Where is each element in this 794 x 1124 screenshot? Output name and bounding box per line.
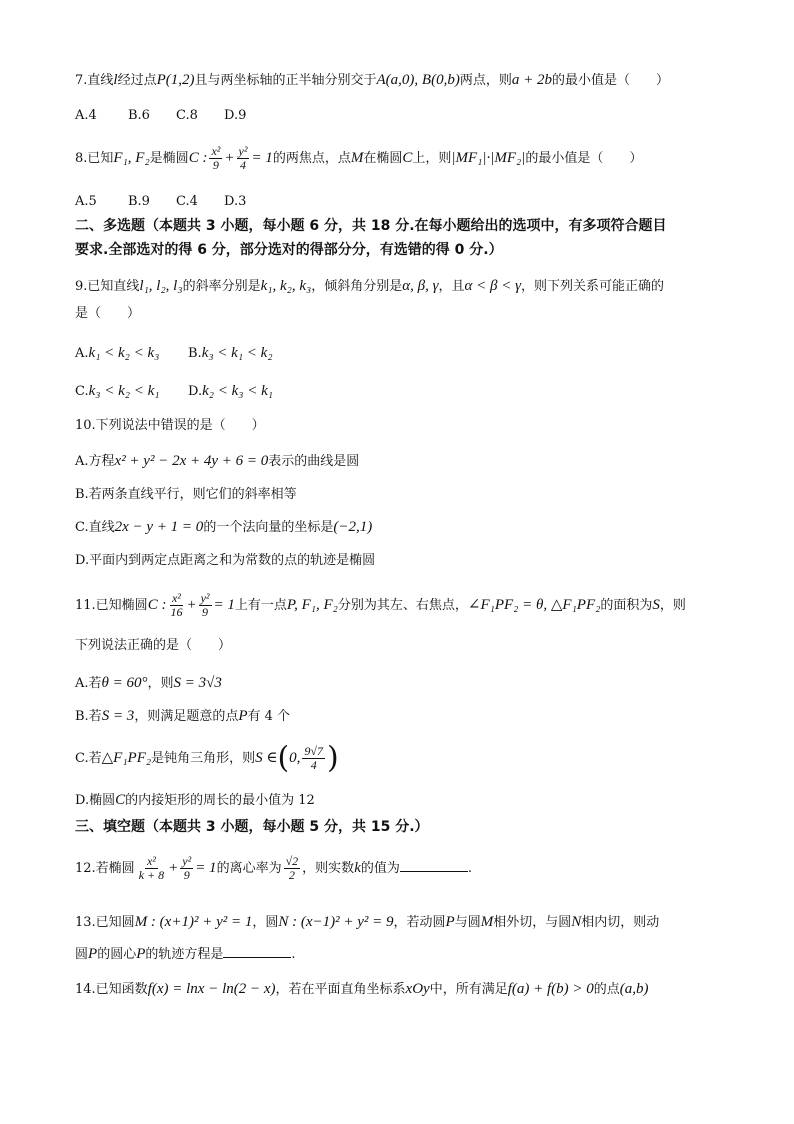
question-10-option-d: D.平面内到两定点距离之和为常数的点的轨迹是椭圆 — [75, 553, 376, 568]
question-12-stem: 12.若椭圆 $\frac{\text{x²}}{k + 8}$ + $\frac{\text{y²}}{9}$ = 1的离心率为 $\frac{√2}{2}$ ，则实数k的值为 . — [75, 854, 473, 882]
fraction-9root7-4: $\frac{9√7}{4}$ — [304, 744, 324, 772]
option-d: D.3 — [224, 194, 247, 209]
option-b: B.6 — [128, 108, 150, 123]
question-11-option-b: B.若S = 3，则满足题意的点P有 4 个 — [75, 708, 291, 724]
option-c: C.4 — [176, 194, 198, 209]
question-11-option-c: C.若△F₁PF₂是钝角三角形，则S ∈(0, $\frac{9√7}{4}$ ) — [75, 740, 339, 776]
option-c: C.k₃ < k₂ < k₁ — [75, 383, 160, 399]
option-a: A.5 — [75, 194, 97, 209]
question-13-stem: 13.已知圆M : (x+1)² + y² = 1，圆N : (x−1)² + y² = 9，若动圆P与圆M相外切，与圆N相内切，则动 — [75, 914, 660, 930]
question-9-stem: 9.已知直线l₁, l₂, l₃的斜率分别是k₁, k₂, k₃，倾斜角分别是α, β, γ，且α < β < γ，则下列关系可能正确的 — [75, 278, 665, 294]
question-9-options-ab — [75, 343, 739, 364]
fraction-y2-9: $\frac{\text{y²}}{9}$ — [200, 591, 210, 619]
fraction-x2-9: $\frac{\text{x²}}{9}$ — [211, 144, 221, 172]
question-10-option-b: B.若两条直线平行，则它们的斜率相等 — [75, 487, 297, 502]
question-11-stem: 11.已知椭圆C : $\frac{\text{x²}}{16}$ + $\frac{\text{y²}}{9}$ = 1上有一点P, F₁, F₂分别为其左、右焦点，∠F₁PF₂ = θ, △F₁PF₂的面积为S，则 — [75, 591, 686, 619]
option-a: A.k₁ < k₂ < k₃ — [75, 345, 160, 361]
question-14-stem: 14.已知函数f(x) = lnx − ln(2 − x)，若在平面直角坐标系xOy中，所有满足f(a) + f(b) > 0的点(a,b) — [75, 981, 649, 997]
section-3-heading: 三、填空题（本题共 3 小题，每小题 5 分，共 15 分.） — [75, 819, 429, 835]
option-b: B.k₃ < k₁ < k₂ — [188, 345, 273, 361]
question-8-options — [75, 192, 739, 212]
fraction-x2-k8: $\frac{\text{x²}}{k + 8}$ — [138, 854, 165, 882]
question-11-stem-cont: 下列说法正确的是（ ） — [75, 638, 232, 653]
option-b: B.9 — [128, 194, 150, 209]
section-2-heading-cont: 要求.全部选对的得 6 分，部分选对的得部分分，有选错的得 0 分.） — [75, 242, 503, 258]
section-2-heading: 二、多选题（本题共 3 小题，每小题 6 分，共 18 分.在每小题给出的选项中，有多项符合题目 — [75, 218, 667, 234]
question-7-options — [75, 106, 739, 126]
question-11-option-a: A.若θ = 60°，则S = 3√3 — [75, 675, 222, 691]
question-9-options-cd — [75, 381, 739, 402]
question-10-stem: 10.下列说法中错误的是（ ） — [75, 418, 265, 433]
question-7-stem: 7.直线l经过点P(1,2)且与两坐标轴的正半轴分别交于A(a,0), B(0,b)两点，则a + 2b的最小值是（ ） — [75, 72, 669, 88]
option-d: D.k₂ < k₃ < k₁ — [188, 383, 273, 399]
question-13-stem-cont: 圆P的圆心P的轨迹方程是 . — [75, 946, 296, 962]
question-10-option-c: C.直线2x − y + 1 = 0的一个法向量的坐标是(−2,1) — [75, 519, 373, 535]
question-11-option-d: D.椭圆C的内接矩形的周长的最小值为 12 — [75, 792, 315, 808]
fraction-y2-4: $\frac{\text{y²}}{4}$ — [238, 144, 248, 172]
question-9-stem-cont: 是（ ） — [75, 306, 141, 321]
question-10-option-a: A.方程x² + y² − 2x + 4y + 6 = 0表示的曲线是圆 — [75, 453, 360, 469]
answer-blank[interactable] — [400, 859, 468, 872]
question-8-stem: 8.已知F₁, F₂是椭圆C : $\frac{\text{x²}}{9}$ + $\frac{\text{y²}}{4}$ = 1的两焦点，点M在椭圆C上，则|MF₁|·|MF₂|的最小值是（ ） — [75, 144, 643, 172]
right-paren: ) — [327, 740, 339, 776]
fraction-root2-2: $\frac{√2}{2}$ — [285, 854, 299, 882]
fraction-y2-9: $\frac{\text{y²}}{9}$ — [182, 854, 192, 882]
option-c: C.8 — [176, 108, 198, 123]
option-a: A.4 — [75, 108, 97, 123]
fraction-x2-16: $\frac{\text{x²}}{16}$ — [170, 591, 183, 619]
left-paren: ( — [277, 740, 290, 776]
answer-blank[interactable] — [223, 945, 291, 958]
option-d: D.9 — [224, 108, 247, 123]
